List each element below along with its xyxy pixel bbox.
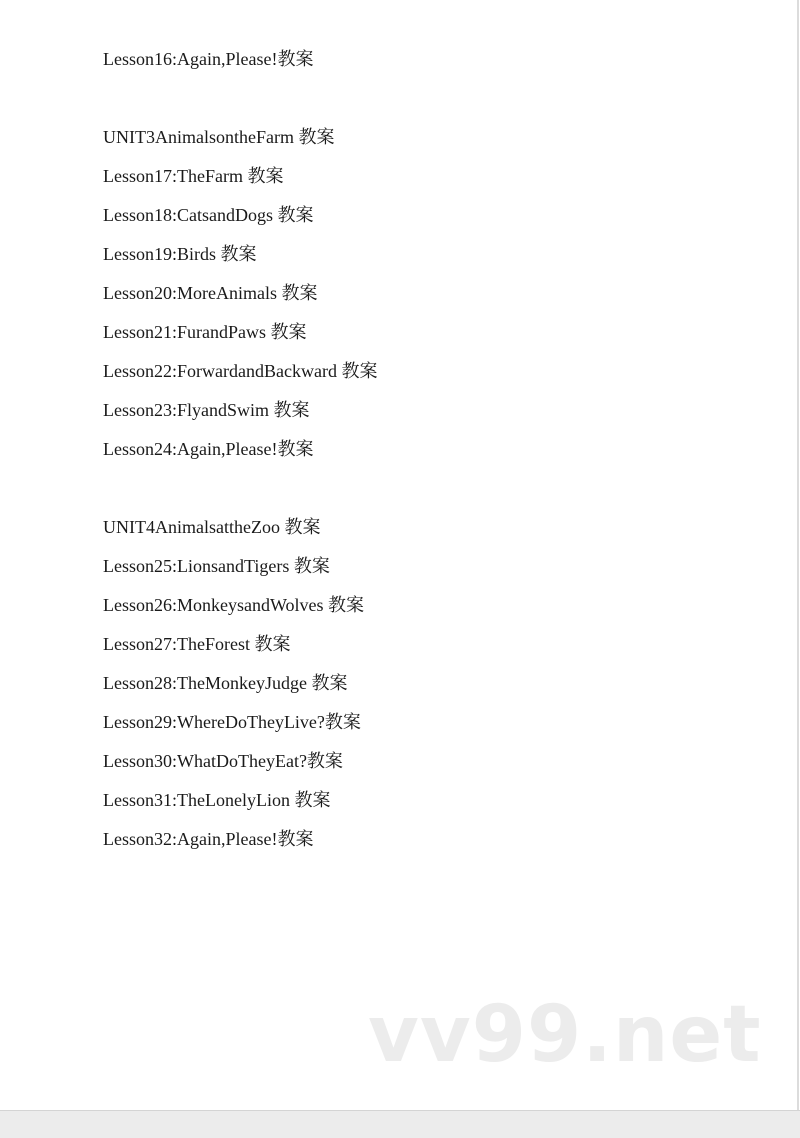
lesson-32-line: Lesson32:Again,Please!教案 xyxy=(103,829,314,849)
lesson-20-line: Lesson20:MoreAnimals 教案 xyxy=(103,283,318,303)
lesson-30-line: Lesson30:WhatDoTheyEat?教案 xyxy=(103,751,343,771)
lesson-22-line: Lesson22:ForwardandBackward 教案 xyxy=(103,361,378,381)
lesson-31-line: Lesson31:TheLonelyLion 教案 xyxy=(103,790,331,810)
lesson-19-line: Lesson19:Birds 教案 xyxy=(103,244,257,264)
lesson-21-line: Lesson21:FurandPaws 教案 xyxy=(103,322,307,342)
lesson-16-line: Lesson16:Again,Please!教案 xyxy=(103,49,314,69)
page-bottom-strip xyxy=(0,1110,800,1138)
lesson-24-line: Lesson24:Again,Please!教案 xyxy=(103,439,314,459)
unit-4-heading: UNIT4AnimalsattheZoo 教案 xyxy=(103,517,321,537)
lesson-25-line: Lesson25:LionsandTigers 教案 xyxy=(103,556,330,576)
lesson-28-line: Lesson28:TheMonkeyJudge 教案 xyxy=(103,673,348,693)
lesson-29-line: Lesson29:WhereDoTheyLive?教案 xyxy=(103,712,361,732)
lesson-17-line: Lesson17:TheFarm 教案 xyxy=(103,166,284,186)
watermark-text: vv99.net xyxy=(368,990,762,1080)
lesson-18-line: Lesson18:CatsandDogs 教案 xyxy=(103,205,314,225)
lesson-27-line: Lesson27:TheForest 教案 xyxy=(103,634,291,654)
lesson-26-line: Lesson26:MonkeysandWolves 教案 xyxy=(103,595,365,615)
unit-3-heading: UNIT3AnimalsontheFarm 教案 xyxy=(103,127,335,147)
lesson-23-line: Lesson23:FlyandSwim 教案 xyxy=(103,400,310,420)
